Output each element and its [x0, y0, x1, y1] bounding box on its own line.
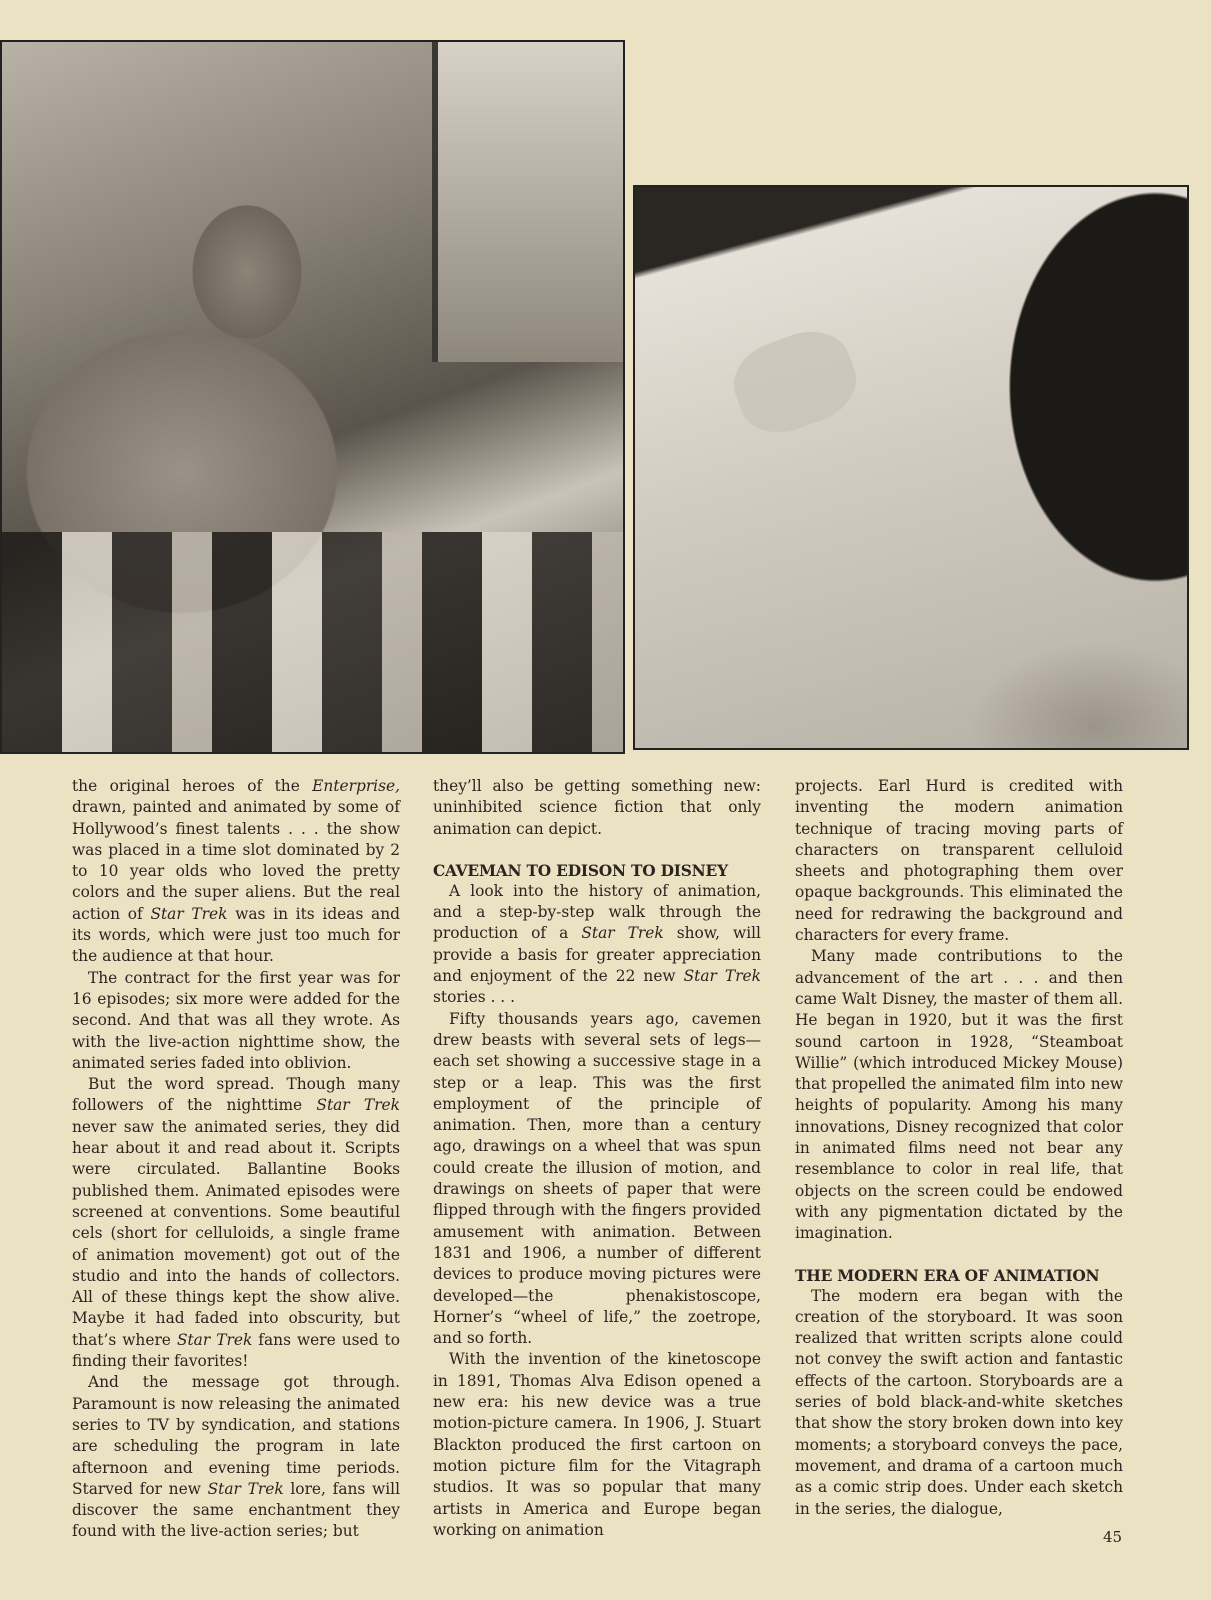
- italic-title: Enterprise,: [312, 777, 400, 795]
- paragraph: [795, 1286, 1123, 1520]
- italic-title: Star Trek: [207, 1479, 284, 1498]
- paragraph: [433, 881, 761, 1009]
- text-run: The modern era began with the creation of the storyboard. It was soon realized that written scripts alone could not convey the swift action and fantastic effects of the cartoon. Storyboards are a series of bold black-and-white sketches that show the story broken down into key moments; a storyboard conveys the pace, movement, and drama of a cartoon much as a comic strip does. Under each sketch in the series, the dialogue,: [795, 1286, 1123, 1518]
- text-run: show, will provide a basis for greater appreciation and enjoyment of the 22 new: [433, 924, 761, 986]
- photo-paint-bottles: [2, 532, 623, 752]
- text-run: But the word spread. Though many followers of the nighttime: [72, 1075, 400, 1115]
- article-column-1: [72, 776, 400, 1543]
- text-run: the original heroes of the: [72, 777, 313, 795]
- paragraph: [433, 1349, 761, 1541]
- photo-artist-painting-cels: [0, 40, 625, 754]
- photo-hand-brush: [723, 319, 867, 445]
- paragraph: [72, 1372, 400, 1542]
- text-run: The contract for the first year was for 16 episodes; six more were added for the second. And that was all they wrote. As with the live-action nighttime show, the animated series faded into oblivion.: [72, 968, 400, 1072]
- text-run: fans were used to finding their favorites!: [72, 1330, 400, 1371]
- page-number: 45: [1103, 1528, 1123, 1546]
- italic-title: Star Trek: [581, 924, 664, 943]
- text-run: lore, fans will discover the same enchantment they found with the live-action series; but: [72, 1479, 400, 1541]
- italic-title: Star Trek: [150, 904, 228, 923]
- text-run: never saw the animated series, they did hear about it and read about it. Scripts were circulated. Ballantine Books published them. Animated episodes were screened at conventions. Some beautiful cels (short for celluloids, a single frame of animation movement) got out of the studio and into the hands of collectors. All of these things kept the show alive. Maybe it had faded into obscurity, but that’s where: [72, 1117, 400, 1349]
- paragraph: [72, 1074, 400, 1372]
- italic-title: Star Trek: [176, 1330, 253, 1349]
- paragraph: [433, 776, 761, 840]
- paragraph: [72, 968, 400, 1074]
- section-heading: [433, 861, 761, 881]
- italic-title: Star Trek: [683, 967, 761, 986]
- photo-painting-cel-closeup: [633, 185, 1189, 750]
- article-column-3: [795, 776, 1123, 1520]
- article-column-2: [433, 776, 761, 1541]
- paragraph: [795, 946, 1123, 1244]
- text-run: projects. Earl Hurd is credited with inventing the modern animation technique of tracing moving parts of characters on transparent celluloid sheets and photographing them over opaque backgrounds. This eliminated the need for redrawing the background and characters for every frame.: [795, 777, 1123, 945]
- text-run: With the invention of the kinetoscope in 1891, Thomas Alva Edison opened a new era: his new device was a true motion-picture camera. In 1906, J. Stuart Blackton produced the first cartoon on motion picture film for the Vitagraph studios. It was so popular that many artists in America and Europe began working on animation: [433, 1350, 761, 1539]
- text-run: was in its ideas and its words, which were just too much for the audience at that hour.: [72, 904, 400, 966]
- paragraph: [795, 776, 1123, 946]
- text-run: A look into the history of animation, and a step-by-step walk through the production of a: [433, 881, 761, 943]
- text-run: stories . . .: [433, 988, 515, 1007]
- paragraph: [72, 776, 400, 968]
- text-run: Many made contributions to the advancement of the art . . . and then came Walt Disney, the master of them all. He began in 1920, but it was the first sound cartoon in 1928, “Steamboat Willie” (which introduced Mickey Mouse) that propelled the animated film into new heights of popularity. Among his many innovations, Disney recognized that color in animated films need not bear any resemblance to color in real life, that objects on the screen could be endowed with any pigmentation dictated by the imagination.: [795, 947, 1123, 1243]
- text-run: CAVEMAN TO EDISON TO DISNEY: [433, 861, 728, 880]
- photo-window: [432, 42, 625, 362]
- italic-title: Star Trek: [316, 1096, 400, 1115]
- text-run: they’ll also be getting something new: uninhibited science fiction that only animation can depict.: [433, 777, 761, 838]
- text-run: And the message got through. Paramount is now releasing the animated series to TV by syndication, and stations are scheduling the program in late afternoon and evening time periods. Starved for new: [72, 1373, 400, 1498]
- text-run: Fifty thousands years ago, cavemen drew beasts with several sets of legs—each set showing a successive stage in a step or a leap. This was the first employment of the principle of animation. Then, more than a century ago, drawings on a wheel that was spun could create the illusion of motion, and drawings on sheets of paper that were flipped through with the fingers provided amusement with animation. Between 1831 and 1906, a number of different devices to produce moving pictures were developed—the phenakistoscope, Horner’s “wheel of life,” the zoetrope, and so forth.: [433, 1009, 761, 1348]
- text-run: THE MODERN ERA OF ANIMATION: [795, 1266, 1100, 1285]
- paragraph: [433, 1009, 761, 1350]
- section-heading: [795, 1266, 1123, 1286]
- text-run: drawn, painted and animated by some of Hollywood’s finest talents . . . the show was placed in a time slot dominated by 2 to 10 year olds who loved the pretty colors and the super aliens. But the real action of: [72, 798, 400, 923]
